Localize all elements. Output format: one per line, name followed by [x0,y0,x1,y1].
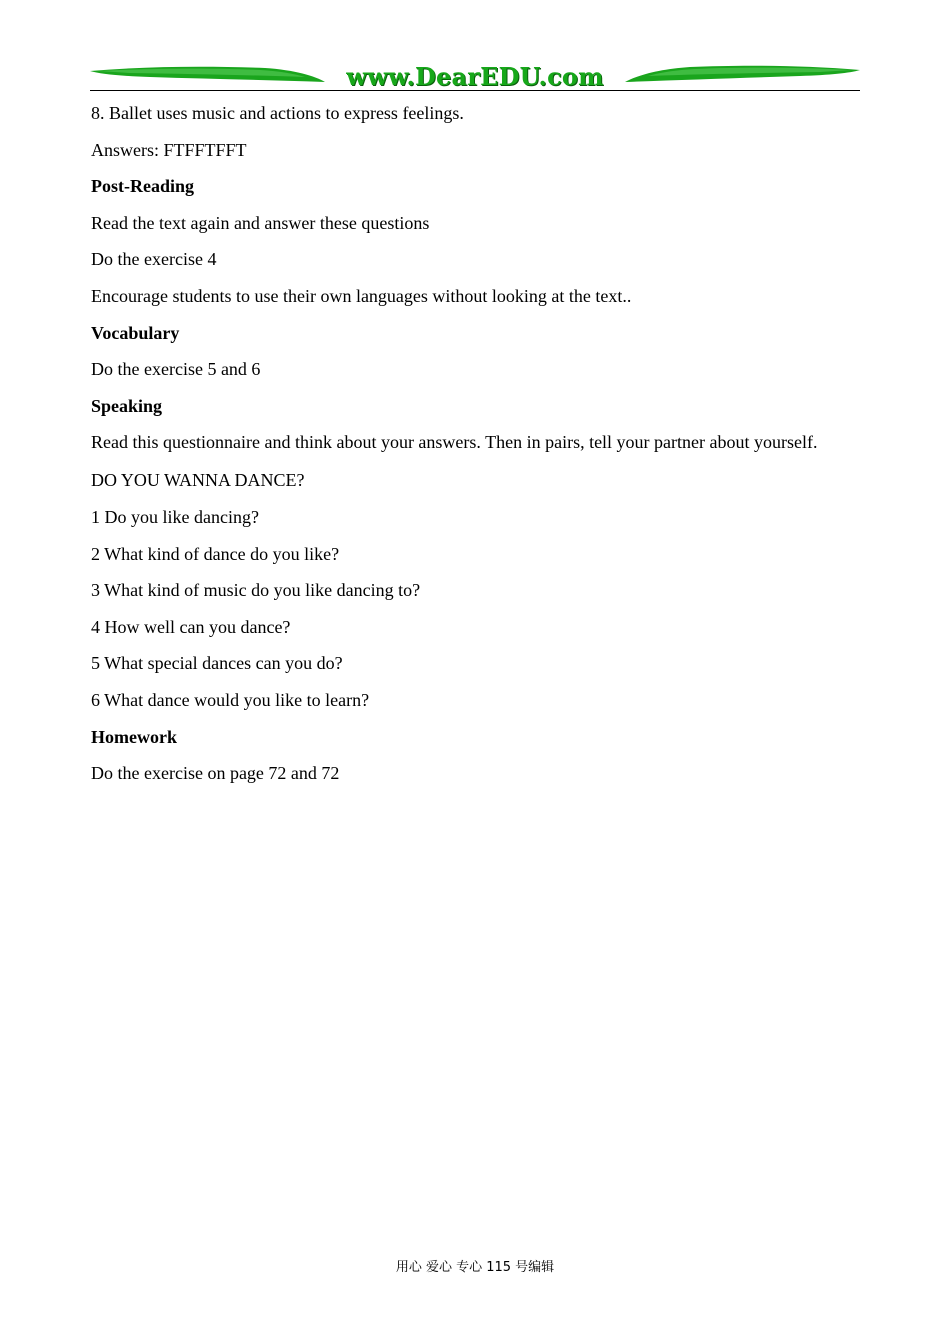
statement-8: 8. Ballet uses music and actions to express feelings. [91,103,464,123]
question-item: 3 What kind of music do you like dancing to? [91,580,421,601]
question-item: 6 What dance would you like to learn? [91,689,370,710]
question-item: 2 What kind of dance do you like? [91,543,340,564]
heading-post-reading: Post-Reading [91,176,194,197]
answers-line: Answers: FTFFTFFT [91,139,247,160]
questionnaire-title: DO YOU WANNA DANCE? [91,470,305,491]
heading-speaking: Speaking [91,395,163,416]
heading-homework: Homework [91,726,177,747]
question-item: 5 What special dances can you do? [91,653,343,674]
header-rule [90,90,860,91]
homework-instruction: Do the exercise on page 72 and 72 [91,763,340,784]
speaking-instructions: Read this questionnaire and think about your answers. Then in pairs, tell your partner about yourself. [91,432,818,453]
instruction-exercise-5-6: Do the exercise 5 and 6 [91,359,261,380]
page-footer: 用心 爱心 专心 115 号编辑 [395,1260,555,1275]
instruction-exercise-4: Do the exercise 4 [91,249,217,270]
site-logo: www.DearEDU.com [346,62,604,91]
heading-vocabulary: Vocabulary [91,322,180,343]
document-body [91,101,859,798]
instruction-read-again: Read the text again and answer these questions [91,212,430,233]
question-item: 1 Do you like dancing? [91,506,259,527]
page-header [90,62,860,92]
question-item: 4 How well can you dance? [91,616,291,637]
instruction-encourage: Encourage students to use their own languages without looking at the text.. [91,285,632,306]
